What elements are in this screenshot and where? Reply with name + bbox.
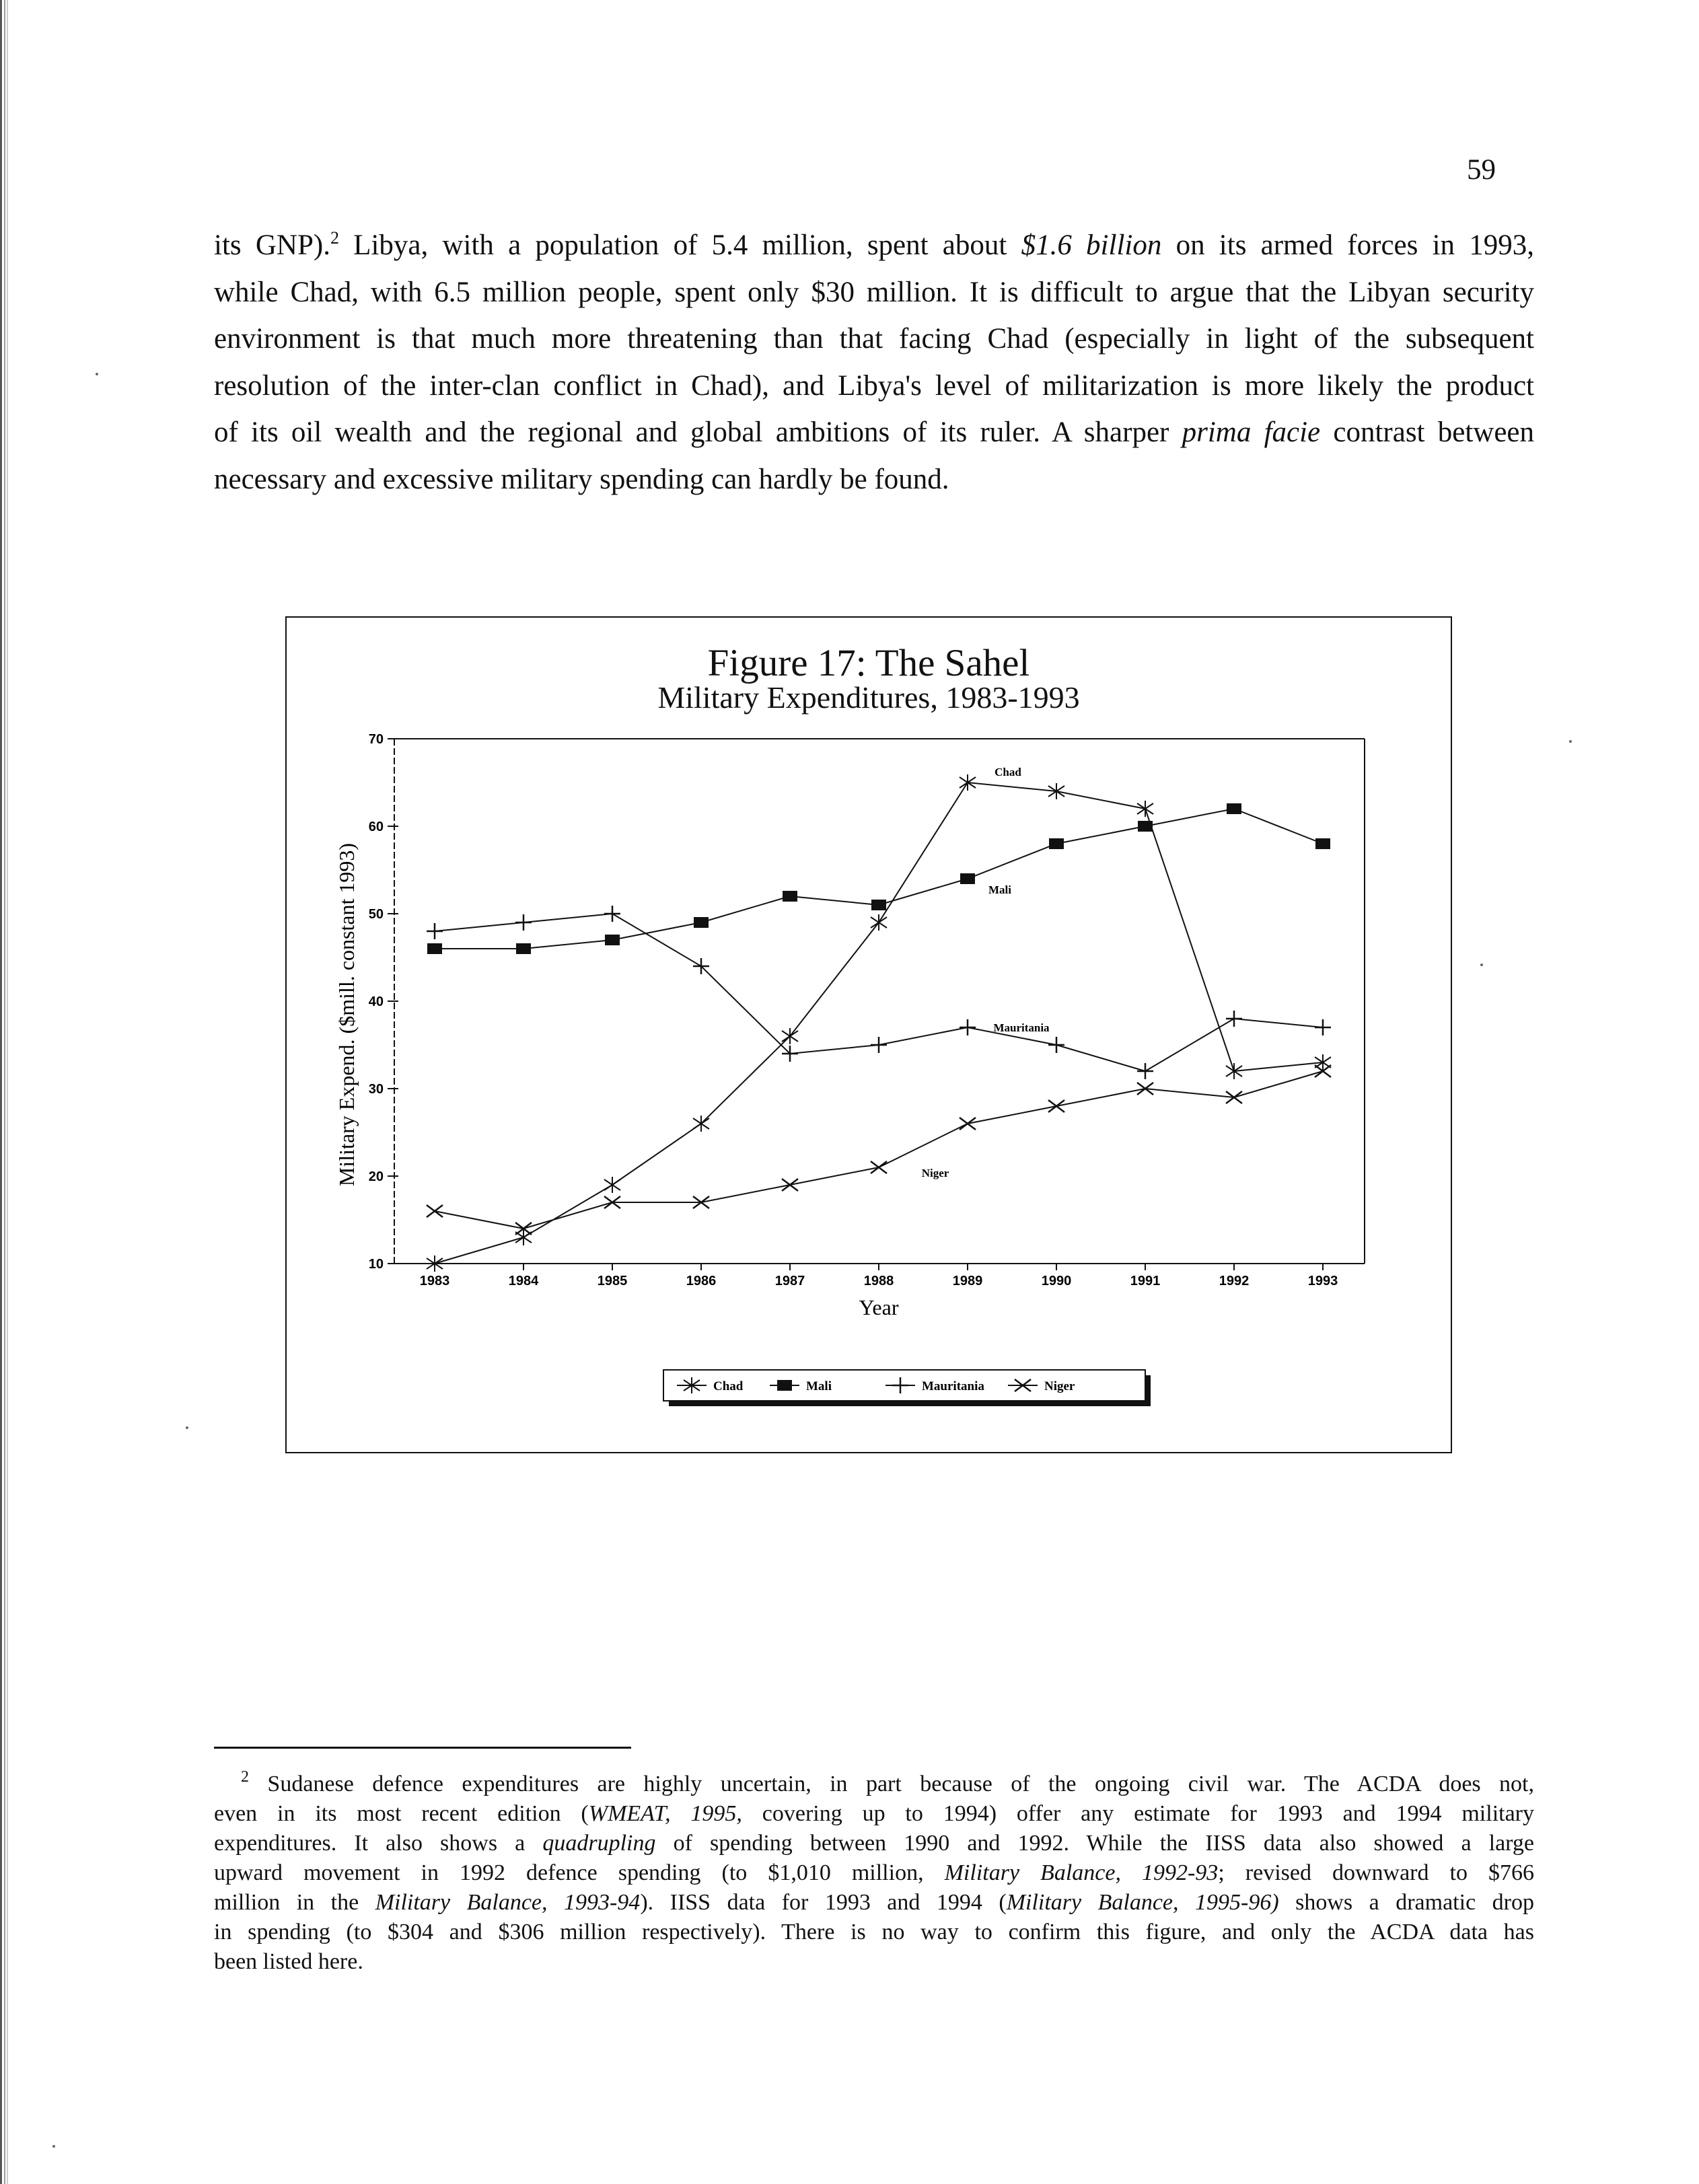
- y-tick-label: 20: [368, 1169, 384, 1184]
- footnote-text: been listed here.: [214, 1949, 363, 1974]
- legend-label-chad: Chad: [713, 1379, 744, 1393]
- footnote-marker: 2: [330, 228, 339, 248]
- footnote-line: [214, 1918, 1534, 1947]
- x-axis-label: Year: [859, 1295, 899, 1319]
- page-binding-edge: [0, 0, 9, 2184]
- x-tick-label: 1992: [1219, 1274, 1250, 1288]
- body-line: [214, 409, 1534, 456]
- y-tick-label: 60: [368, 820, 384, 834]
- scan-speck: [1569, 740, 1572, 743]
- footnote-line: [214, 1888, 1534, 1918]
- body-text: on its armed forces in 1993,: [1161, 229, 1535, 261]
- x-tick-label: 1990: [1041, 1274, 1072, 1288]
- data-point-mauritania: [1137, 1063, 1153, 1079]
- emphasis-text: $1.6 billion: [1021, 229, 1162, 261]
- data-point-mali: [960, 873, 975, 884]
- footnote-separator: [214, 1747, 631, 1749]
- footnote-line: [214, 1829, 1534, 1858]
- emphasis-text: Military Balance, 1995-96): [1006, 1890, 1279, 1915]
- body-text: necessary and excessive military spending can hardly be found.: [214, 463, 949, 495]
- footnote-text: in spending (to $304 and $306 million respectively). There is no way to confirm this figure, and only the ACDA data has: [214, 1920, 1534, 1944]
- x-tick-label: 1989: [952, 1274, 983, 1288]
- footnote: [214, 1770, 1534, 1977]
- data-point-mali: [1049, 838, 1064, 849]
- x-tick-label: 1993: [1307, 1274, 1338, 1288]
- emphasis-text: WMEAT, 1995,: [588, 1801, 742, 1826]
- data-point-mali: [605, 935, 620, 945]
- x-tick-label: 1987: [774, 1274, 805, 1288]
- data-point-chad: [1137, 801, 1153, 817]
- footnote-text: shows a dramatic drop: [1278, 1890, 1534, 1915]
- data-point-mali: [1315, 838, 1330, 849]
- legend-marker-mali: [777, 1380, 792, 1391]
- scan-speck: [186, 1426, 188, 1429]
- data-point-mauritania: [871, 1037, 887, 1053]
- data-point-niger: [427, 1205, 443, 1217]
- x-tick-label: 1984: [508, 1274, 539, 1288]
- y-tick-label: 50: [368, 907, 384, 922]
- figure-title: Figure 17: The Sahel: [707, 642, 1030, 684]
- footnote-line: [214, 1858, 1534, 1888]
- body-paragraph: [214, 222, 1534, 503]
- footnote-text: million in the: [214, 1890, 375, 1915]
- body-line: [214, 269, 1534, 316]
- y-tick-label: 10: [368, 1257, 384, 1272]
- body-line: [214, 222, 1534, 269]
- x-tick-label: 1991: [1130, 1274, 1161, 1288]
- page-number: 59: [1467, 154, 1496, 186]
- footnote-line: [214, 1799, 1534, 1829]
- data-point-mauritania: [960, 1019, 976, 1035]
- series-annotation: Mauritania: [993, 1021, 1050, 1034]
- emphasis-text: Military Balance, 1992-93: [944, 1860, 1219, 1885]
- legend-label-mali: Mali: [806, 1379, 832, 1393]
- y-tick-label: 70: [368, 732, 384, 747]
- footnote-text: Sudanese defence expenditures are highly uncertain, in part because of the ongoing civil war. The ACDA does not,: [249, 1772, 1534, 1796]
- scan-speck: [96, 373, 98, 375]
- footnote-text: of spending between 1990 and 1992. While the IISS data also showed a large: [655, 1831, 1534, 1856]
- footnote-line: [214, 1770, 1534, 1799]
- data-point-chad: [871, 914, 887, 931]
- series-annotation: Niger: [921, 1167, 949, 1179]
- y-tick-label: 40: [368, 994, 384, 1009]
- footnote-text: ). IISS data for 1993 and 1994 (: [640, 1890, 1007, 1915]
- footnote-line: [214, 1947, 1534, 1977]
- data-point-mauritania: [1315, 1019, 1331, 1035]
- footnote-marker: 2: [241, 1768, 249, 1786]
- data-point-niger: [1048, 1100, 1064, 1112]
- data-point-mauritania: [604, 906, 620, 922]
- x-tick-label: 1985: [597, 1274, 628, 1288]
- footnote-text: covering up to 1994) offer any estimate for 1993 and 1994 military: [742, 1801, 1535, 1826]
- body-text: Libya, with a population of 5.4 million, spent about: [338, 229, 1021, 261]
- y-tick-label: 30: [368, 1082, 384, 1097]
- series-line-chad: [435, 782, 1323, 1264]
- footnote-text: expenditures. It also shows a: [214, 1831, 543, 1856]
- figure-subtitle: Military Expenditures, 1983-1993: [657, 680, 1080, 715]
- series-annotation: Mali: [988, 883, 1011, 896]
- legend-label-niger: Niger: [1044, 1379, 1075, 1393]
- emphasis-text: prima facie: [1182, 416, 1321, 448]
- data-point-mali: [427, 943, 442, 954]
- x-tick-label: 1983: [419, 1274, 450, 1288]
- data-point-mali: [694, 917, 709, 928]
- body-text: contrast between: [1320, 416, 1534, 448]
- legend-label-mauritania: Mauritania: [922, 1379, 984, 1393]
- body-line: [214, 456, 1534, 503]
- data-point-mali: [871, 900, 886, 910]
- figure-17: [285, 616, 1452, 1453]
- body-text: while Chad, with 6.5 million people, spent only $30 million. It is difficult to argue that the Libyan security: [214, 276, 1534, 308]
- footnote-text: ; revised downward to $766: [1218, 1860, 1534, 1885]
- series-line-niger: [435, 1071, 1323, 1229]
- y-axis-label: Military Expend. ($mill. constant 1993): [334, 842, 359, 1187]
- footnote-text: even in its most recent edition (: [214, 1801, 589, 1826]
- x-tick-label: 1988: [863, 1274, 894, 1288]
- x-tick-label: 1986: [686, 1274, 717, 1288]
- data-point-mali: [1227, 803, 1241, 814]
- data-point-mali: [1138, 821, 1153, 832]
- data-point-niger: [871, 1161, 887, 1173]
- data-point-mali: [516, 943, 531, 954]
- scan-speck: [1480, 963, 1483, 966]
- footnote-text: upward movement in 1992 defence spending (to $1,010 million,: [214, 1860, 945, 1885]
- data-point-mauritania: [1048, 1037, 1064, 1053]
- line-chart: [287, 618, 1453, 1455]
- data-point-niger: [960, 1118, 976, 1130]
- emphasis-text: quadrupling: [542, 1831, 656, 1856]
- series-annotation: Chad: [995, 766, 1021, 778]
- data-point-niger: [782, 1179, 798, 1191]
- data-point-mauritania: [515, 914, 532, 931]
- body-text: of its oil wealth and the regional and global ambitions of its ruler. A sharper: [214, 416, 1182, 448]
- emphasis-text: Military Balance, 1993-94: [375, 1890, 641, 1915]
- scan-speck: [52, 2145, 55, 2148]
- body-line: [214, 363, 1534, 410]
- data-point-mali: [783, 891, 797, 902]
- body-text: environment is that much more threatening than that facing Chad (especially in light of the subsequent: [214, 323, 1534, 355]
- body-line: [214, 316, 1534, 363]
- data-point-chad: [604, 1177, 620, 1193]
- data-point-mauritania: [1226, 1011, 1242, 1027]
- data-point-chad: [515, 1229, 532, 1245]
- data-point-mauritania: [427, 923, 443, 939]
- body-text: its GNP).: [214, 229, 330, 261]
- body-text: resolution of the inter-clan conflict in Chad), and Libya's level of militarization is more likely the product: [214, 369, 1534, 402]
